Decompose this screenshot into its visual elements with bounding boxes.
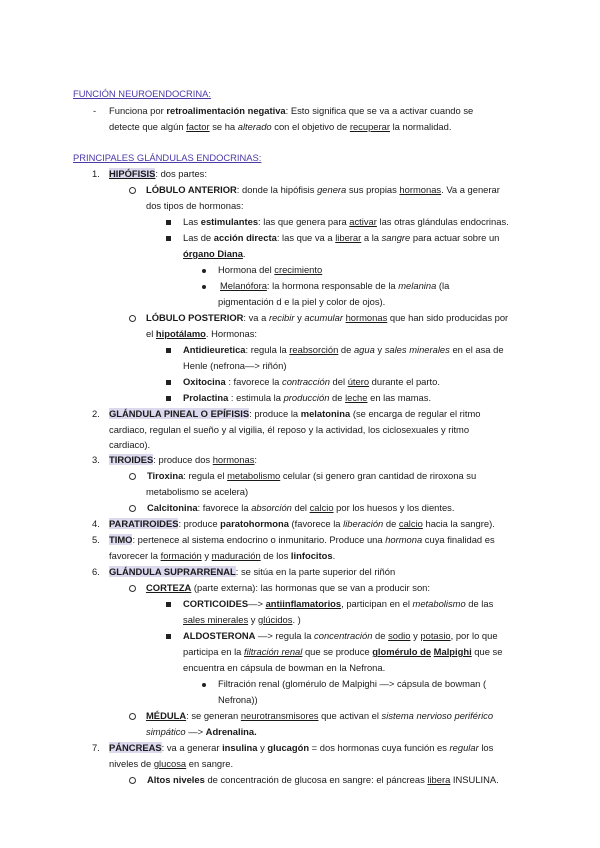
- list-number: 5.: [92, 534, 100, 545]
- section-title-neuroendocrine: FUNCIÓN NEUROENDOCRINA:: [73, 88, 212, 99]
- gland-timo: TIMO: pertenece al sistema endocrino o inmunitario. Produce una hormona cuya finalidad es: [109, 534, 495, 545]
- dash-marker: -: [93, 105, 97, 116]
- gland-pineal: GLÁNDULA PINEAL O EPÍFISIS: produce la melatonina (se encarga de regular el ritmo: [109, 408, 481, 419]
- section-title-glands: PRINCIPALES GLÁNDULAS ENDOCRINAS:: [73, 152, 262, 163]
- intro-line-1: Funciona por retroalimentación negativa: Esto significa que se va a activar cuando se: [109, 105, 474, 116]
- square-bullet-icon: [166, 390, 171, 405]
- circle-bullet-icon: [129, 708, 136, 723]
- square-bullet-icon: [166, 230, 171, 245]
- dot-bullet-icon: [202, 278, 206, 293]
- calcitonin: Calcitonina: favorece la absorción del calcio por los huesos y los dientes.: [147, 502, 455, 513]
- growth-hormone: Hormona del crecimiento: [218, 264, 323, 275]
- circle-bullet-icon: [129, 182, 136, 197]
- posterior-lobe-line-2: el hipotálamo. Hormonas:: [146, 328, 257, 339]
- circle-bullet-icon: [129, 468, 136, 483]
- medulla: MÉDULA: se generan neurotransmisores que activan el sistema nervioso periférico: [146, 710, 494, 721]
- direct-action-hormones-cont: órgano Diana.: [183, 248, 246, 259]
- pineal-line-2: cardiaco, regulan el sueño y al vigilia, él reposo y la actividad, los ciclosexuales y ritmo: [109, 424, 470, 435]
- square-bullet-icon: [166, 628, 171, 643]
- circle-bullet-icon: [129, 500, 136, 515]
- prolactin: Prolactina : estimula la producción de leche en las mamas.: [183, 392, 432, 403]
- melanophore: Melanófora: la hormona responsable de la melanina (la: [220, 280, 450, 291]
- square-bullet-icon: [166, 342, 171, 357]
- high-glucose: Altos niveles de concentración de glucosa en sangre: el páncreas libera INSULINA.: [147, 774, 499, 785]
- pancreas-line-2: niveles de glucosa en sangre.: [109, 758, 234, 769]
- anterior-lobe-line-2: dos tipos de hormonas:: [146, 200, 244, 211]
- circle-bullet-icon: [129, 580, 136, 595]
- square-bullet-icon: [166, 596, 171, 611]
- list-number: 1.: [92, 168, 100, 179]
- thyroxine-cont: metabolismo se acelera): [146, 486, 249, 497]
- corticoids-cont: sales minerales y glúcidos. ): [183, 614, 301, 625]
- stimulating-hormones: Las estimulantes: las que genera para activar las otras glándulas endocrinas.: [183, 216, 509, 227]
- gland-suprarrenal: GLÁNDULA SUPRARRENAL: se sitúa en la parte superior del riñón: [109, 566, 396, 577]
- posterior-lobe-line-1: LÓBULO POSTERIOR: va a recibir y acumular hormonas que han sido producidas por: [146, 312, 509, 323]
- list-number: 6.: [92, 566, 100, 577]
- aldosterone: ALDOSTERONA —> regula la concentración de sodio y potasio, por lo que: [183, 630, 498, 641]
- melanophore-cont: pigmentación d e la piel y color de ojos).: [218, 296, 386, 307]
- gland-pancreas: PÁNCREAS: va a generar insulina y glucagón = dos hormonas cuya función es regular los: [109, 742, 494, 753]
- list-number: 2.: [92, 408, 100, 419]
- aldosterone-cont-2: encuentra en cápsula de bowman en la Nefrona.: [183, 662, 386, 673]
- gland-tiroides: TIROIDES: produce dos hormonas:: [109, 454, 258, 465]
- gland-paratiroides: PARATIROIDES: produce paratohormona (favorece la liberación de calcio hacia la sangre).: [109, 518, 495, 529]
- cortex: CORTEZA (parte externa): las hormonas que se van a producir son:: [146, 582, 430, 593]
- timo-line-2: favorecer la formación y maduración de los linfocitos.: [109, 550, 336, 561]
- antidiuretic: Antidieuretica: regula la reabsorción de agua y sales minerales en el asa de: [183, 344, 504, 355]
- antidiuretic-cont: Henle (nefrona—> riñón): [183, 360, 287, 371]
- intro-line-2: detecte que algún factor se ha alterado con el objetivo de recuperar la normalidad.: [109, 121, 452, 132]
- gland-hipofisis: HIPÓFISIS: dos partes:: [109, 168, 207, 179]
- square-bullet-icon: [166, 374, 171, 389]
- list-number: 7.: [92, 742, 100, 753]
- medulla-cont: simpático —> Adrenalina.: [146, 726, 257, 737]
- renal-filtration: Filtración renal (glomérulo de Malpighi —> cápsula de bowman (: [218, 678, 487, 689]
- dot-bullet-icon: [202, 262, 206, 277]
- circle-bullet-icon: [129, 772, 136, 787]
- aldosterone-cont: participa en la filtración renal que se produce glomérulo de Malpighi que se: [183, 646, 503, 657]
- list-number: 3.: [92, 454, 100, 465]
- direct-action-hormones: Las de acción directa: las que va a liberar a la sangre para actuar sobre un: [183, 232, 500, 243]
- dot-bullet-icon: [202, 676, 206, 691]
- renal-filtration-cont: Nefrona)): [218, 694, 258, 705]
- thyroxine: Tiroxina: regula el metabolismo celular (si genero gran cantidad de riroxona su: [147, 470, 477, 481]
- circle-bullet-icon: [129, 310, 136, 325]
- anterior-lobe-line-1: LÓBULO ANTERIOR: donde la hipófisis genera sus propias hormonas. Va a generar: [146, 184, 500, 195]
- square-bullet-icon: [166, 214, 171, 229]
- corticoids: CORTICOIDES—> antiinflamatorios, participan en el metabolismo de las: [183, 598, 494, 609]
- pineal-line-3: cardiaco).: [109, 439, 151, 450]
- list-number: 4.: [92, 518, 100, 529]
- oxytocin: Oxitocina : favorece la contracción del útero durante el parto.: [183, 376, 440, 387]
